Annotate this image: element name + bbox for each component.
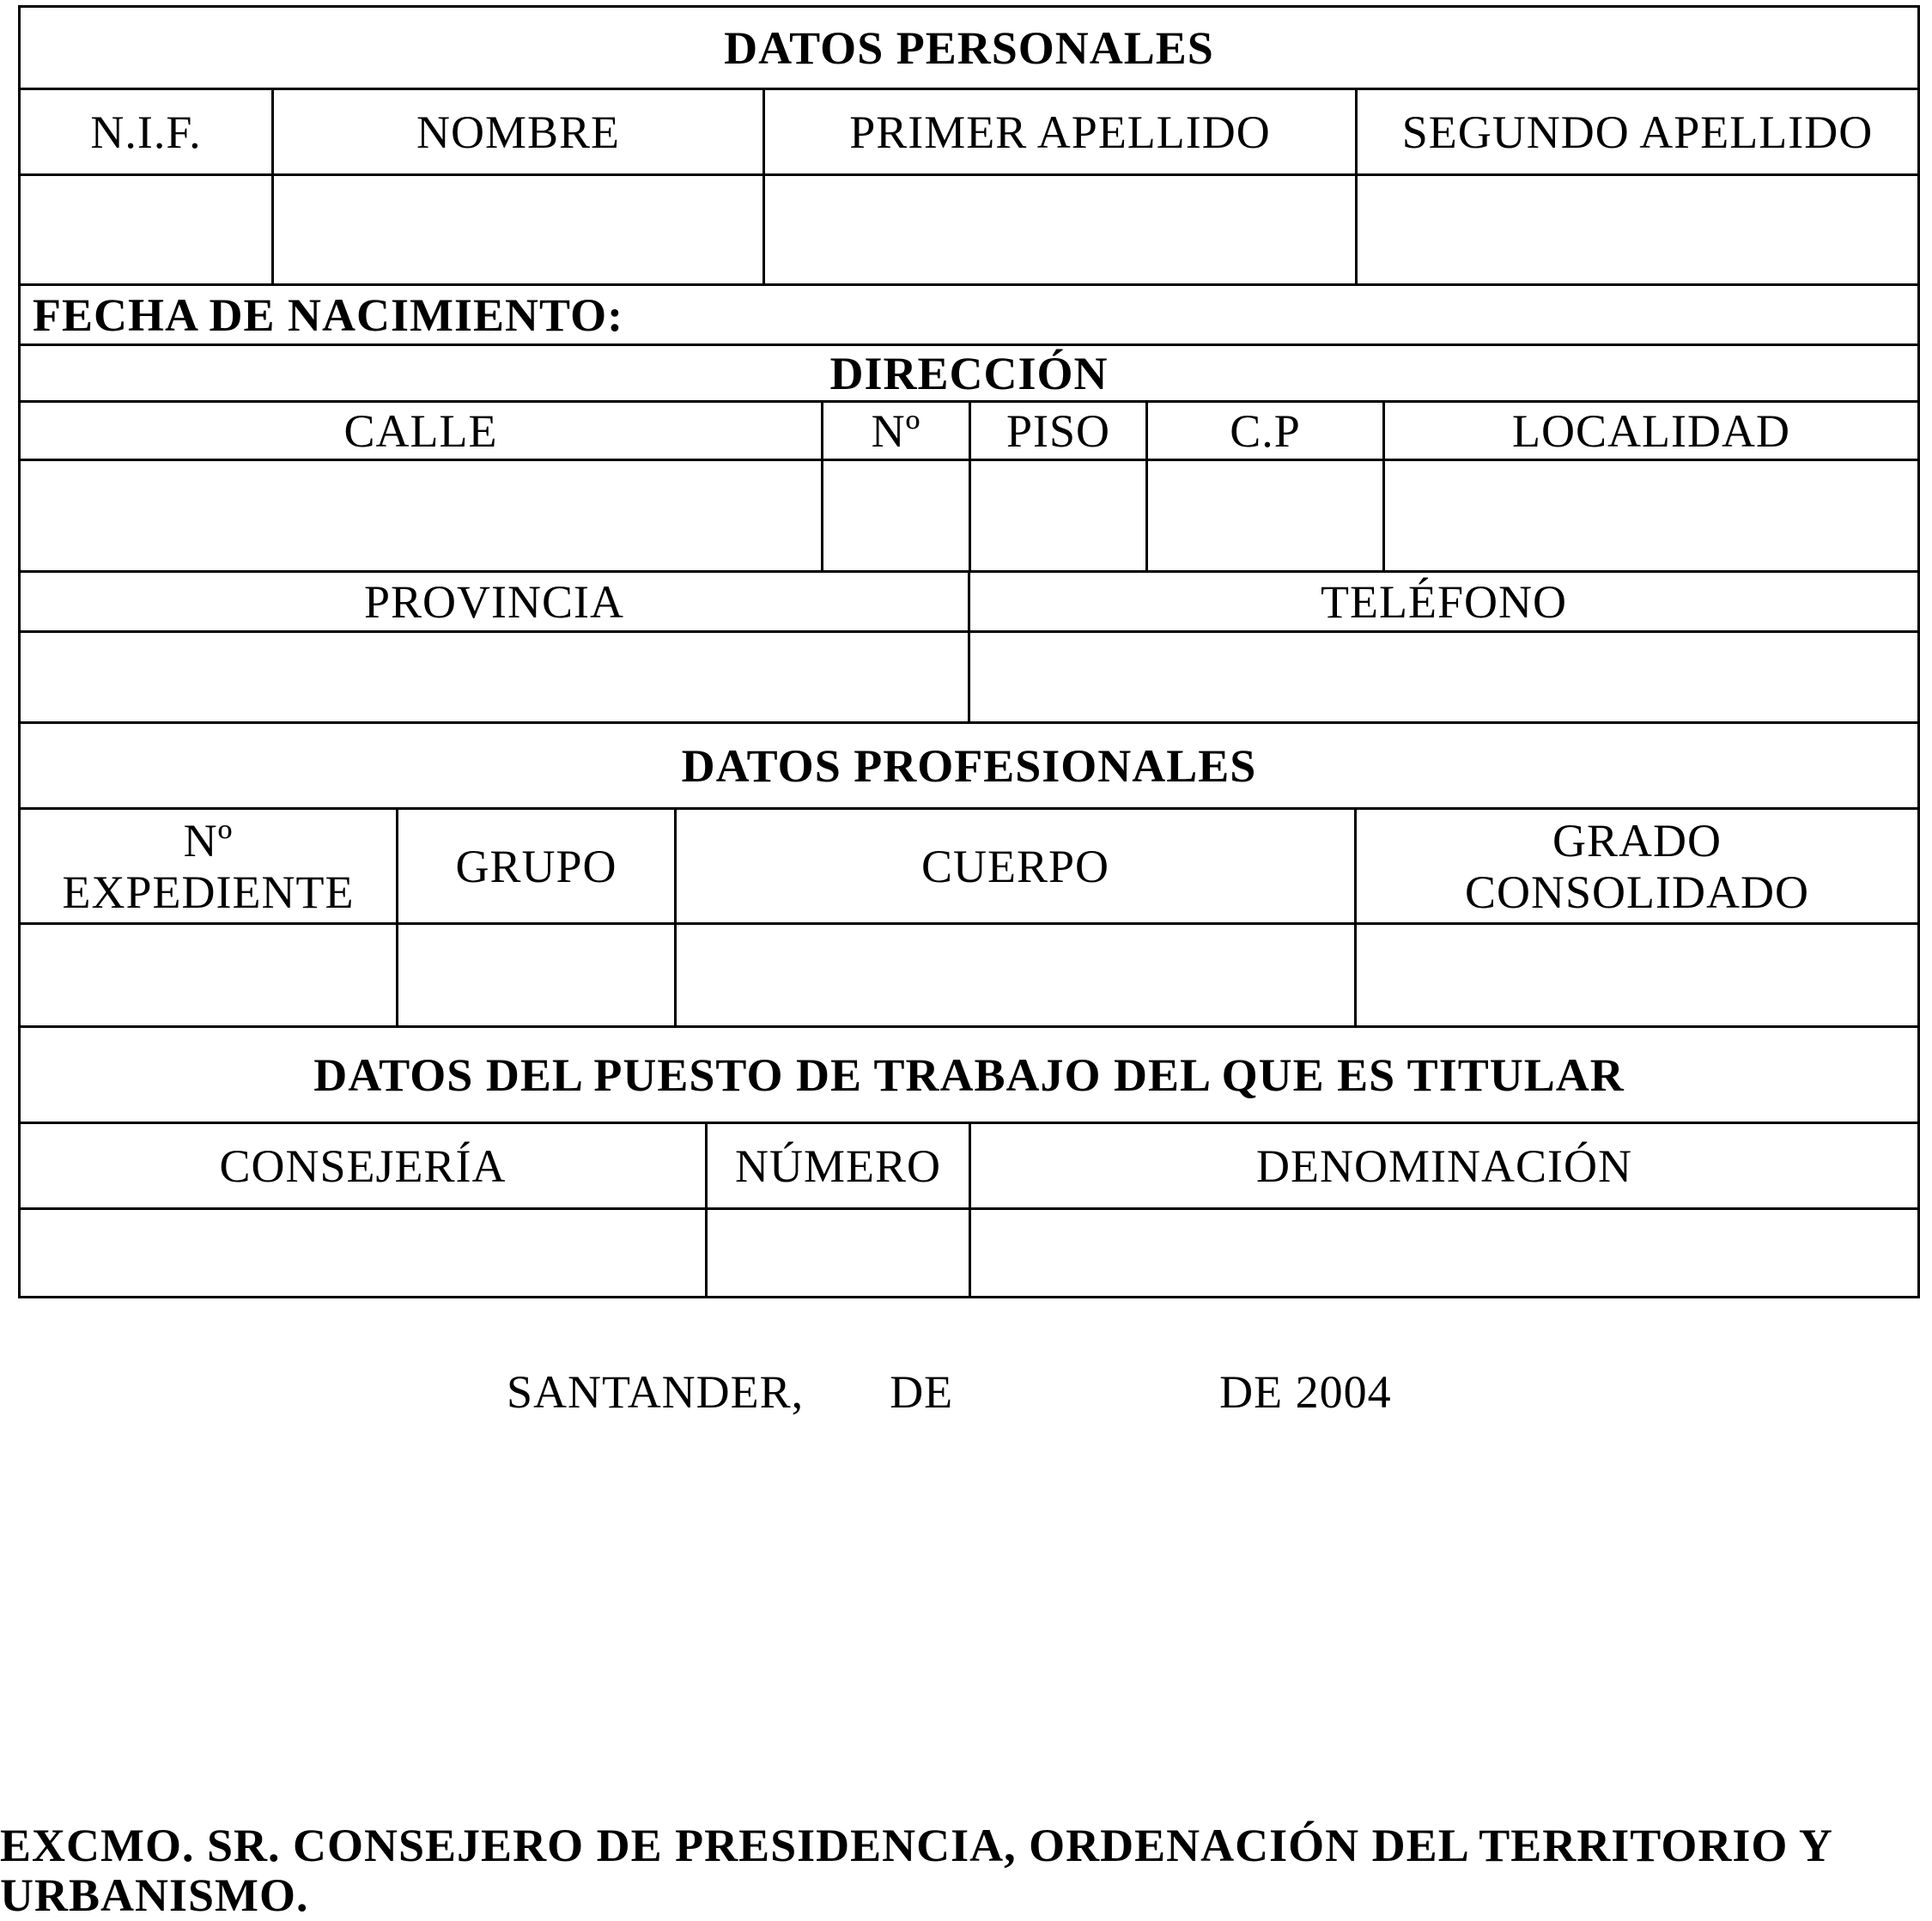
- primer-apellido-field[interactable]: [762, 176, 1355, 283]
- piso-field[interactable]: [969, 461, 1145, 570]
- denominacion-field[interactable]: [969, 1210, 1917, 1296]
- header-denominacion: DENOMINACIÓN: [969, 1124, 1917, 1207]
- addressee-block: [0, 1821, 1932, 1920]
- grupo-field[interactable]: [396, 925, 674, 1025]
- header-piso: PISO: [969, 403, 1145, 459]
- section-title-address: DIRECCIÓN: [829, 347, 1109, 399]
- header-nombre: NOMBRE: [271, 90, 762, 173]
- header-calle: CALLE: [343, 404, 498, 457]
- provincia-telefono-input-row: [21, 630, 1917, 721]
- header-grado-line1: GRADO: [1552, 814, 1722, 866]
- personal-header-row: [21, 88, 1917, 173]
- cuerpo-field[interactable]: [674, 925, 1354, 1025]
- personal-input-row: [21, 173, 1917, 283]
- section-header-professional: [21, 721, 1917, 807]
- addressee-line2: URBANISMO.: [0, 1869, 309, 1921]
- localidad-field[interactable]: [1382, 461, 1917, 570]
- signature-de-2: DE 2004: [1219, 1366, 1392, 1418]
- numero-field[interactable]: [821, 461, 969, 570]
- calle-field[interactable]: [21, 461, 821, 570]
- header-nif: N.I.F.: [90, 106, 202, 158]
- header-numero: Nº: [821, 403, 969, 459]
- header-expediente-line2: EXPEDIENTE: [62, 866, 355, 918]
- header-cp: C.P: [1145, 403, 1382, 459]
- signature-place: SANTANDER,: [507, 1366, 805, 1418]
- telefono-field[interactable]: [968, 633, 1917, 721]
- job-header-row: [21, 1122, 1917, 1207]
- signature-de-1: DE: [890, 1366, 954, 1418]
- application-form-table: [18, 5, 1920, 1298]
- section-title-job: DATOS DEL PUESTO DE TRABAJO DEL QUE ES TITULAR: [313, 1049, 1625, 1101]
- header-grado-line2: CONSOLIDADO: [1465, 866, 1809, 918]
- segundo-apellido-field[interactable]: [1355, 176, 1917, 283]
- provincia-field[interactable]: [21, 633, 968, 721]
- section-title-personal: DATOS PERSONALES: [724, 21, 1214, 74]
- provincia-telefono-header-row: [21, 570, 1917, 630]
- header-telefono: TELÉFONO: [968, 573, 1917, 630]
- job-numero-field[interactable]: [705, 1210, 969, 1296]
- nif-field[interactable]: [21, 176, 271, 283]
- signature-date-line: [507, 1365, 1392, 1419]
- consejeria-field[interactable]: [21, 1210, 705, 1296]
- header-job-numero: NÚMERO: [705, 1124, 969, 1207]
- header-segundo-apellido: SEGUNDO APELLIDO: [1355, 90, 1917, 173]
- header-expediente-line1: Nº: [183, 814, 234, 866]
- header-cuerpo: CUERPO: [674, 810, 1354, 922]
- section-header-personal: [21, 5, 1917, 88]
- addressee-line1: EXCMO. SR. CONSEJERO DE PRESIDENCIA, ORDENACIÓN DEL TERRITORIO Y: [0, 1820, 1833, 1871]
- header-consejeria: CONSEJERÍA: [219, 1140, 507, 1192]
- professional-input-row: [21, 922, 1917, 1025]
- fecha-nacimiento-label: FECHA DE NACIMIENTO:: [33, 289, 624, 341]
- expediente-field[interactable]: [21, 925, 396, 1025]
- section-header-job: [21, 1025, 1917, 1122]
- section-title-professional: DATOS PROFESIONALES: [681, 739, 1257, 792]
- header-grado: [1354, 810, 1917, 922]
- header-grupo: GRUPO: [396, 810, 674, 922]
- address-input-row: [21, 459, 1917, 570]
- section-header-address: [21, 343, 1917, 400]
- professional-header-row: [21, 807, 1917, 922]
- fecha-nacimiento-row[interactable]: [21, 283, 1917, 343]
- grado-field[interactable]: [1354, 925, 1917, 1025]
- cp-field[interactable]: [1145, 461, 1382, 570]
- job-input-row: [21, 1207, 1917, 1298]
- nombre-field[interactable]: [271, 176, 762, 283]
- header-primer-apellido: PRIMER APELLIDO: [762, 90, 1355, 173]
- header-provincia: PROVINCIA: [363, 575, 625, 628]
- address-header-row: [21, 400, 1917, 459]
- header-expediente: [21, 810, 396, 922]
- header-localidad: LOCALIDAD: [1382, 403, 1917, 459]
